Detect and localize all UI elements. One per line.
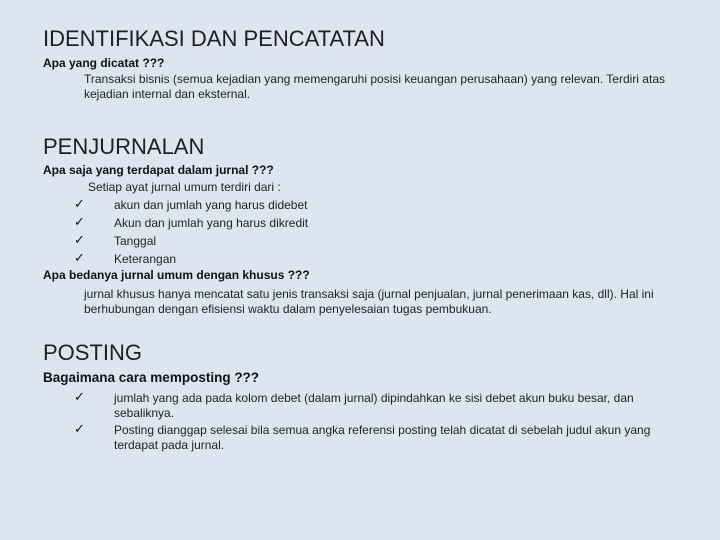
heading-posting: POSTING	[43, 340, 143, 365]
checkmark-icon: ✓	[74, 421, 85, 436]
checkmark-icon: ✓	[74, 250, 85, 265]
list-item-jurnal: akun dan jumlah yang harus didebet	[114, 198, 308, 212]
heading-penjurnalan: PENJURNALAN	[43, 134, 205, 159]
list-item-jurnal: Akun dan jumlah yang harus dikredit	[114, 216, 309, 230]
question-beda-jurnal: Apa bedanya jurnal umum dengan khusus ???	[43, 268, 310, 282]
checkmark-icon: ✓	[74, 196, 85, 211]
intro-ayat-jurnal: Setiap ayat jurnal umum terdiri dari :	[88, 180, 281, 194]
checkmark-icon: ✓	[74, 232, 85, 247]
list-item-jurnal: Tanggal	[114, 234, 157, 248]
question-cara-posting: Bagaimana cara memposting ???	[43, 370, 260, 385]
list-item-posting: Posting dianggap selesai bila semua angka referensi posting telah dicatat di sebelah judul akun yang terdapat pada jurnal.	[114, 423, 651, 452]
checkmark-icon: ✓	[74, 214, 85, 229]
list-item-posting: jumlah yang ada pada kolom debet (dalam jurnal) dipindahkan ke sisi debet akun buku besar, dan sebaliknya.	[114, 391, 634, 420]
list-item-jurnal: Keterangan	[114, 252, 177, 266]
answer-transaksi: Transaksi bisnis (semua kejadian yang memengaruhi posisi keuangan perusahaan) yang relevan. Terdiri atas kejadian internal dan eksternal.	[84, 72, 665, 101]
answer-jurnal-khusus: jurnal khusus hanya mencatat satu jenis transaksi saja (jurnal penjualan, jurnal penerimaan kas, dll). Hal ini berhubungan dengan efisiensi waktu dalam penyelesaian tugas pembukuan.	[84, 287, 654, 316]
checkmark-icon: ✓	[74, 389, 85, 404]
heading-identifikasi: IDENTIFIKASI DAN PENCATATAN	[43, 26, 385, 51]
question-apa-dicatat: Apa yang dicatat ???	[43, 56, 165, 70]
question-isi-jurnal: Apa saja yang terdapat dalam jurnal ???	[43, 163, 274, 177]
